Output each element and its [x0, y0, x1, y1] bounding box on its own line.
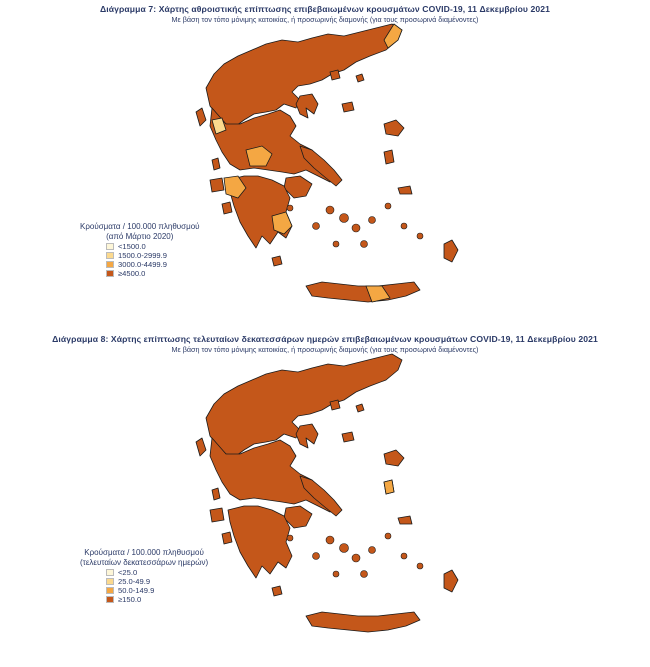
legend-label: <1500.0 [118, 242, 146, 251]
legend-label: 1500.0-2999.9 [118, 251, 167, 260]
legend-label: 3000.0-4499.9 [118, 260, 167, 269]
region-crete [306, 282, 420, 302]
region-rhodes [444, 570, 458, 592]
legend-swatch [106, 587, 114, 594]
region-lefkada [212, 158, 220, 170]
legend-swatch [106, 270, 114, 277]
legend-title-line1: Κρούσματα / 100.000 πληθυσμού [80, 222, 200, 231]
map-legend [80, 548, 208, 604]
legend-swatch [106, 596, 114, 603]
island-ikaria [385, 533, 391, 539]
island-milos [313, 223, 320, 230]
legend-swatch [106, 569, 114, 576]
island-kos [401, 223, 407, 229]
legend-item [106, 251, 200, 260]
region-kythira [272, 256, 282, 266]
map-legend [80, 222, 200, 278]
figure-14day-incidence [0, 330, 650, 667]
figure-title: Διάγραμμα 7: Χάρτης αθροιστικής επίπτωσης επιβεβαιωμένων κρουσμάτων COVID-19, 11 Δεκεμβρίου 2021 [99, 4, 551, 14]
legend-swatch [106, 243, 114, 250]
region-chios-light [384, 480, 394, 494]
legend-label: ≥150.0 [118, 595, 142, 604]
island-tinos [340, 214, 349, 223]
island-syros [326, 206, 334, 214]
legend-item [106, 269, 200, 278]
region-kefalonia [210, 508, 224, 522]
region-kythira [272, 586, 282, 596]
island-naxos [352, 554, 360, 562]
island-aegina [287, 535, 293, 541]
region-samos [398, 186, 412, 194]
region-crete [306, 612, 420, 632]
region-samos [398, 516, 412, 524]
region-samothraki [356, 74, 364, 82]
region-chalkidiki [296, 424, 318, 448]
legend-title-line1: Κρούσματα / 100.000 πληθυσμού [84, 548, 204, 557]
legend-label: 50.0-149.9 [118, 586, 155, 595]
legend-item [106, 568, 208, 577]
legend-item [106, 577, 208, 586]
legend-swatch [106, 261, 114, 268]
island-kos [401, 553, 407, 559]
island-santorini [361, 571, 368, 578]
island-aegina [287, 205, 293, 211]
region-peloponnese [228, 506, 292, 578]
region-corfu [196, 108, 206, 126]
island-ikaria [385, 203, 391, 209]
region-lesvos [384, 450, 404, 466]
figure-title: Διάγραμμα 8: Χάρτης επίπτωσης τελευταίων δεκατεσσάρων ημερών επιβεβαιωμένων κρουσμάτων COVID-19, 11 Δεκεμβρίου 2021 [52, 334, 598, 344]
legend-item [106, 260, 200, 269]
legend-item [106, 586, 208, 595]
greece-map [0, 330, 650, 667]
legend-item [106, 242, 200, 251]
figure-subtitle: Με βάση τον τόπο μόνιμης κατοικίας, ή προσωρινής διαμονής (για τους προσωρινά διαμένοντες) [171, 345, 479, 354]
island-syros [326, 536, 334, 544]
region-lemnos [342, 432, 354, 442]
region-zakynthos [222, 202, 232, 214]
island-mykonos [369, 547, 376, 554]
island-nisyros [417, 233, 423, 239]
figure-subtitle: Με βάση τον τόπο μόνιμης κατοικίας, ή προσωρινής διαμονής (για τους προσωρινά διαμένοντες) [171, 15, 479, 24]
region-lemnos [342, 102, 354, 112]
island-tinos [340, 544, 349, 553]
figure-cumulative-incidence [0, 0, 650, 325]
island-ios [333, 571, 339, 577]
region-kefalonia [210, 178, 224, 192]
legend-item [106, 595, 208, 604]
region-chalkidiki [296, 94, 318, 118]
island-ios [333, 241, 339, 247]
legend-title-line2: (τελευταίων δεκατεσσάρων ημερών) [80, 558, 209, 567]
legend-label: ≥4500.0 [118, 269, 146, 278]
legend-title-line2: (από Μάρτιο 2020) [106, 232, 174, 241]
island-nisyros [417, 563, 423, 569]
legend-label: <25.0 [118, 568, 138, 577]
region-lefkada [212, 488, 220, 500]
region-lesvos [384, 120, 404, 136]
island-naxos [352, 224, 360, 232]
island-milos [313, 553, 320, 560]
region-zakynthos [222, 532, 232, 544]
legend-label: 25.0-49.9 [118, 577, 151, 586]
legend-swatch [106, 252, 114, 259]
region-rhodes [444, 240, 458, 262]
island-mykonos [369, 217, 376, 224]
region-chios [384, 150, 394, 164]
region-thasos [330, 70, 340, 80]
region-thasos [330, 400, 340, 410]
island-santorini [361, 241, 368, 248]
region-samothraki [356, 404, 364, 412]
region-corfu [196, 438, 206, 456]
legend-swatch [106, 578, 114, 585]
